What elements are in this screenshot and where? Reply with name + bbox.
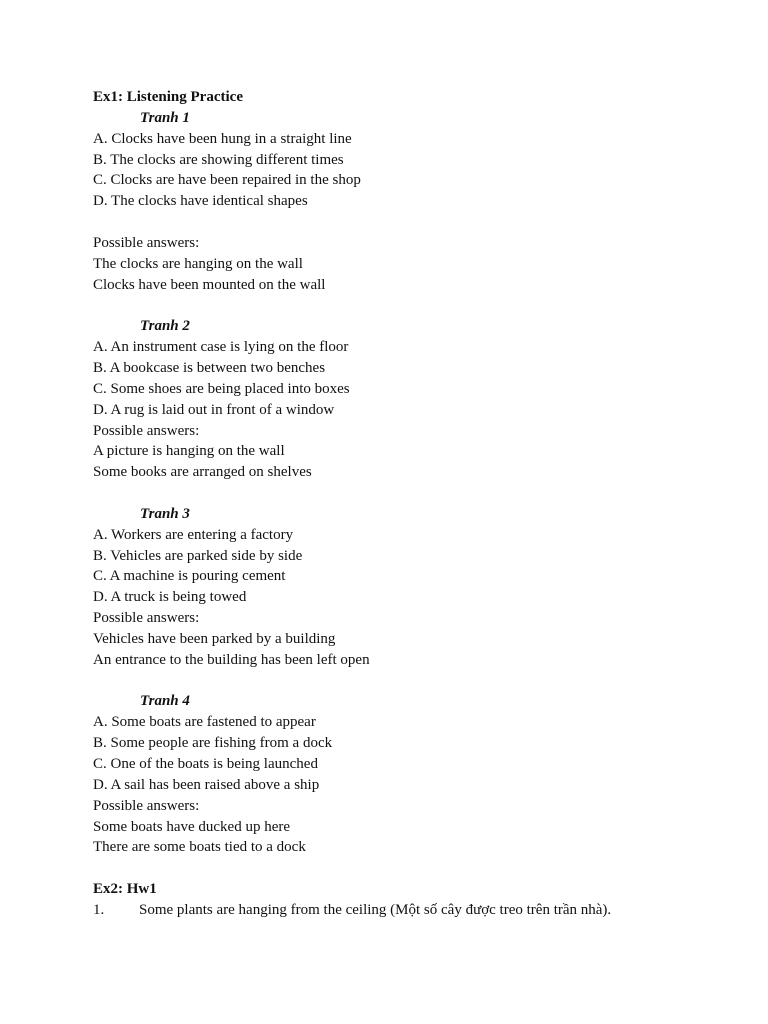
document-content	[93, 87, 733, 921]
spacer	[93, 212, 733, 233]
ex2-item-1	[93, 900, 733, 921]
tranh-1-option-b: B. The clocks are showing different times	[93, 151, 344, 168]
tranh-3-answers-label: Possible answers:	[93, 610, 200, 627]
tranh-2-option-c: C. Some shoes are being placed into boxes	[93, 380, 350, 397]
tranh-3-option-d: D. A truck is being towed	[93, 589, 247, 606]
spacer	[93, 483, 733, 504]
tranh-1-option-a: A. Clocks have been hung in a straight line	[93, 130, 352, 147]
tranh-2-answer-2: Some books are arranged on shelves	[93, 464, 312, 481]
tranh-2-label: Tranh 2	[140, 318, 190, 335]
tranh-3-label: Tranh 3	[140, 505, 190, 522]
tranh-1-answer-1: The clocks are hanging on the wall	[93, 255, 303, 272]
tranh-4-answer-2: There are some boats tied to a dock	[93, 839, 306, 856]
tranh-4-option-d: D. A sail has been raised above a ship	[93, 776, 320, 793]
tranh-2-option-d: D. A rug is laid out in front of a window	[93, 401, 335, 418]
tranh-3-answer-1: Vehicles have been parked by a building	[93, 630, 336, 647]
tranh-1-answer-2: Clocks have been mounted on the wall	[93, 276, 326, 293]
tranh-1-answers-label: Possible answers:	[93, 234, 200, 251]
spacer	[93, 671, 733, 692]
tranh-1-option-d: D. The clocks have identical shapes	[93, 193, 308, 210]
tranh-1-label: Tranh 1	[140, 109, 190, 126]
tranh-2-option-b: B. A bookcase is between two benches	[93, 359, 326, 376]
ex1-title: Ex1: Listening Practice	[93, 89, 243, 105]
tranh-2-option-a: A. An instrument case is lying on the floor	[93, 339, 349, 356]
tranh-2-answer-1: A picture is hanging on the wall	[93, 443, 285, 460]
tranh-4-answers-label: Possible answers:	[93, 797, 200, 814]
spacer	[93, 858, 733, 879]
tranh-3-option-a: A. Workers are entering a factory	[93, 526, 294, 543]
tranh-4-option-b: B. Some people are fishing from a dock	[93, 735, 333, 752]
tranh-4-label: Tranh 4	[140, 693, 190, 710]
tranh-4-option-a: A. Some boats are fastened to appear	[93, 714, 316, 731]
tranh-3-answer-2: An entrance to the building has been left open	[93, 651, 370, 668]
ex2-item-1-number: 1.	[93, 901, 105, 918]
ex2-title: Ex2: Hw1	[93, 881, 157, 898]
tranh-3-option-b: B. Vehicles are parked side by side	[93, 547, 303, 564]
tranh-4-answer-1: Some boats have ducked up here	[93, 818, 291, 835]
spacer	[93, 295, 733, 316]
ex2-item-1-text: Some plants are hanging from the ceiling (Một số cây được treo trên trần nhà).	[139, 901, 612, 918]
tranh-1-option-c: C. Clocks are have been repaired in the shop	[93, 172, 361, 189]
tranh-3-option-c: C. A machine is pouring cement	[93, 568, 286, 585]
tranh-2-answers-label: Possible answers:	[93, 422, 200, 439]
tranh-4-option-c: C. One of the boats is being launched	[93, 756, 318, 772]
